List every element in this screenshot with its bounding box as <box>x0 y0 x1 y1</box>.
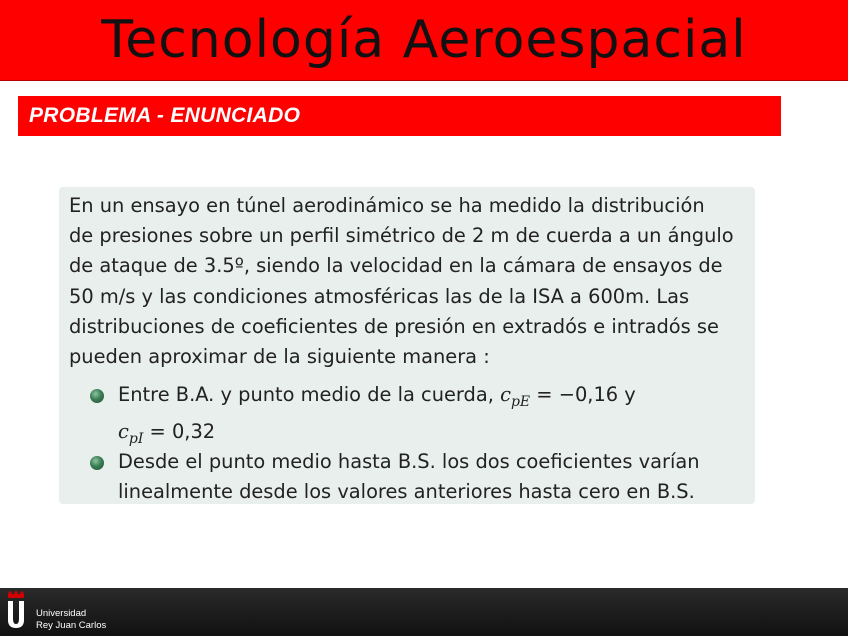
cpe-subscript: pE <box>510 393 531 410</box>
bullet-1-text: Entre B.A. y punto medio de la cuerda, <box>118 383 501 406</box>
cpi-symbol: c <box>118 420 129 444</box>
bullet-icon <box>90 456 104 470</box>
problem-statement <box>69 191 759 372</box>
cpe-value: = −0,16 y <box>530 383 636 406</box>
cpi-value: = 0,32 <box>143 420 216 444</box>
title-bar <box>0 0 848 81</box>
statement-line: de presiones sobre un perfil simétrico de 2 m de cuerda a un ángulo <box>69 224 734 248</box>
bullet-item-2 <box>118 447 738 507</box>
statement-line: 50 m/s y las condiciones atmosféricas las de la ISA a 600m. Las <box>69 284 690 308</box>
bullet-2-line: linealmente desde los valores anteriores hasta cero en B.S. <box>118 480 695 504</box>
bullet-item-1 <box>118 380 738 454</box>
statement-line: distribuciones de coeficientes de presión en extradós e intradós se <box>69 314 719 338</box>
logo-text-university: Universidad <box>36 608 87 619</box>
statement-line: pueden aproximar de la siguiente manera : <box>69 345 490 369</box>
cpe-symbol: c <box>500 383 511 406</box>
bullet-icon <box>90 389 104 403</box>
section-header <box>18 96 781 136</box>
bullet-2-line: Desde el punto medio hasta B.S. los dos coeficientes varían <box>118 450 700 473</box>
crown-icon <box>7 591 25 599</box>
statement-line: En un ensayo en túnel aerodinámico se ha medido la distribución <box>69 194 705 217</box>
cpi-subscript: pI <box>128 430 144 447</box>
logo-text-name: Rey Juan Carlos <box>36 620 107 631</box>
footer-bar <box>0 588 848 636</box>
section-title: PROBLEMA - ENUNCIADO <box>29 104 301 127</box>
page-title: Tecnología Aeroespacial <box>101 10 747 70</box>
statement-line: de ataque de 3.5º, siendo la velocidad en la cámara de ensayos de <box>69 254 723 278</box>
university-logo-icon <box>6 599 26 629</box>
